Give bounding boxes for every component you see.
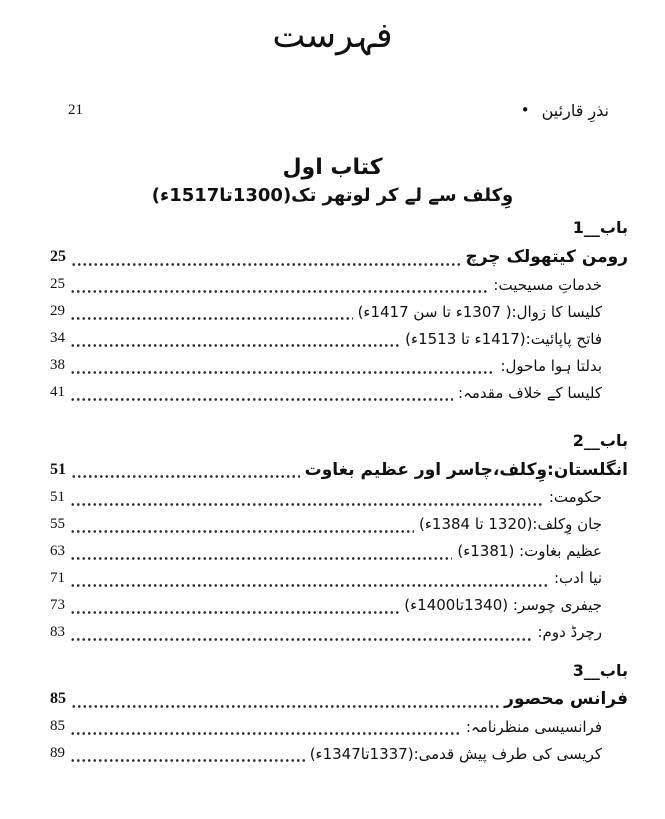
- dotted-leader: [70, 289, 488, 294]
- entry-title: خدماتِ مسیحیت:: [493, 275, 602, 294]
- entry-title: فاتح پاپائیت:(1417ء تا 1513ء): [405, 329, 602, 348]
- dotted-leader: [70, 637, 532, 642]
- dotted-leader: [70, 610, 399, 615]
- page-number: 25: [50, 248, 66, 266]
- dotted-leader: [70, 583, 549, 588]
- entry-title: نیا ادب:: [553, 569, 602, 588]
- page-number: 38: [50, 357, 65, 374]
- dotted-leader: [70, 316, 353, 321]
- toc-entry: [50, 379, 628, 406]
- entry-title: جیفری چوسر: (1340تا1400ء): [404, 596, 602, 615]
- bullet-icon: •: [520, 101, 530, 119]
- toc-entry: [50, 325, 628, 352]
- page-number: 21: [68, 102, 83, 118]
- dotted-leader: [70, 397, 453, 402]
- page-number: 85: [50, 690, 66, 708]
- dotted-leader: [70, 556, 452, 561]
- page-number: 51: [50, 460, 66, 478]
- entry-title: انگلستان:وِکلف،چاسر اور عظیم بغاوت: [304, 459, 628, 480]
- toc-entry-main: [50, 456, 628, 484]
- dotted-leader: [70, 731, 461, 736]
- dotted-leader: [70, 502, 544, 507]
- toc-entry: [50, 592, 628, 619]
- entry-title: فرانس محصور: [504, 689, 628, 710]
- page-number: 71: [50, 569, 65, 586]
- intro-entry-label: نذرِ قارئین: [541, 101, 609, 120]
- toc-entry: [50, 271, 628, 298]
- dotted-leader: [71, 704, 499, 709]
- entry-title: حکومت:: [548, 488, 602, 507]
- dotted-leader: [71, 474, 300, 479]
- toc-entry-main: [50, 243, 628, 271]
- dotted-leader: [70, 370, 495, 375]
- page-number: 89: [50, 745, 65, 762]
- page-number: 55: [50, 515, 65, 532]
- toc-entry: [50, 352, 628, 379]
- page-number: 34: [50, 330, 65, 347]
- dotted-leader: [71, 262, 460, 267]
- entry-title: کلیسا کے خلاف مقدمہ:: [458, 383, 602, 402]
- page-number: 51: [50, 488, 65, 505]
- toc-entry: [50, 740, 628, 767]
- page-number: 29: [50, 303, 65, 320]
- toc-entry: [50, 713, 628, 740]
- page-number: 63: [50, 542, 65, 559]
- entry-title: عظیم بغاوت: (1381ء): [457, 542, 602, 561]
- dotted-leader: [70, 529, 414, 534]
- page-number: 83: [50, 623, 65, 640]
- entry-title: رومن کیتھولک چرچ: [465, 247, 628, 268]
- dotted-leader: [70, 343, 400, 348]
- entry-title: کریسی کی طرف پیش قدمی:(1337تا1347ء): [309, 744, 602, 763]
- entry-title: بدلتا ہوا ماحول:: [500, 356, 602, 375]
- chapter-3-label: باب__3: [572, 660, 628, 680]
- entry-title: رچرڈ دوم:: [537, 623, 602, 642]
- toc-entry: [50, 298, 628, 325]
- entry-title: فرانسیسی منظرنامہ:: [465, 717, 602, 736]
- toc-entry: [50, 511, 628, 538]
- entry-title: جان وِکلف:(1320 تا 1384ء): [419, 515, 602, 534]
- dotted-leader: [70, 758, 305, 763]
- toc-entry: [50, 619, 628, 646]
- entry-title: کلیسا کا زوال:( 1307ء تا سن 1417ء): [357, 302, 602, 321]
- toc-entry: [50, 538, 628, 565]
- chapter-1-label: باب__1: [572, 218, 628, 238]
- page-title: فہرست: [272, 16, 393, 56]
- intro-toc-row: [38, 98, 627, 124]
- page-number: 41: [50, 384, 65, 401]
- page-number: 85: [50, 718, 65, 735]
- page-number: 73: [50, 596, 65, 613]
- toc-entry: [50, 565, 628, 592]
- toc-entry: [50, 484, 628, 511]
- book-subtitle: وِکلف سے لے کر لوتھر تک(1300تا1517ء): [151, 185, 514, 207]
- page-number: 25: [50, 276, 65, 293]
- toc-entry-main: [50, 685, 628, 713]
- book-heading: کتاب اول: [282, 154, 383, 180]
- chapter-2-label: باب__2: [572, 431, 628, 451]
